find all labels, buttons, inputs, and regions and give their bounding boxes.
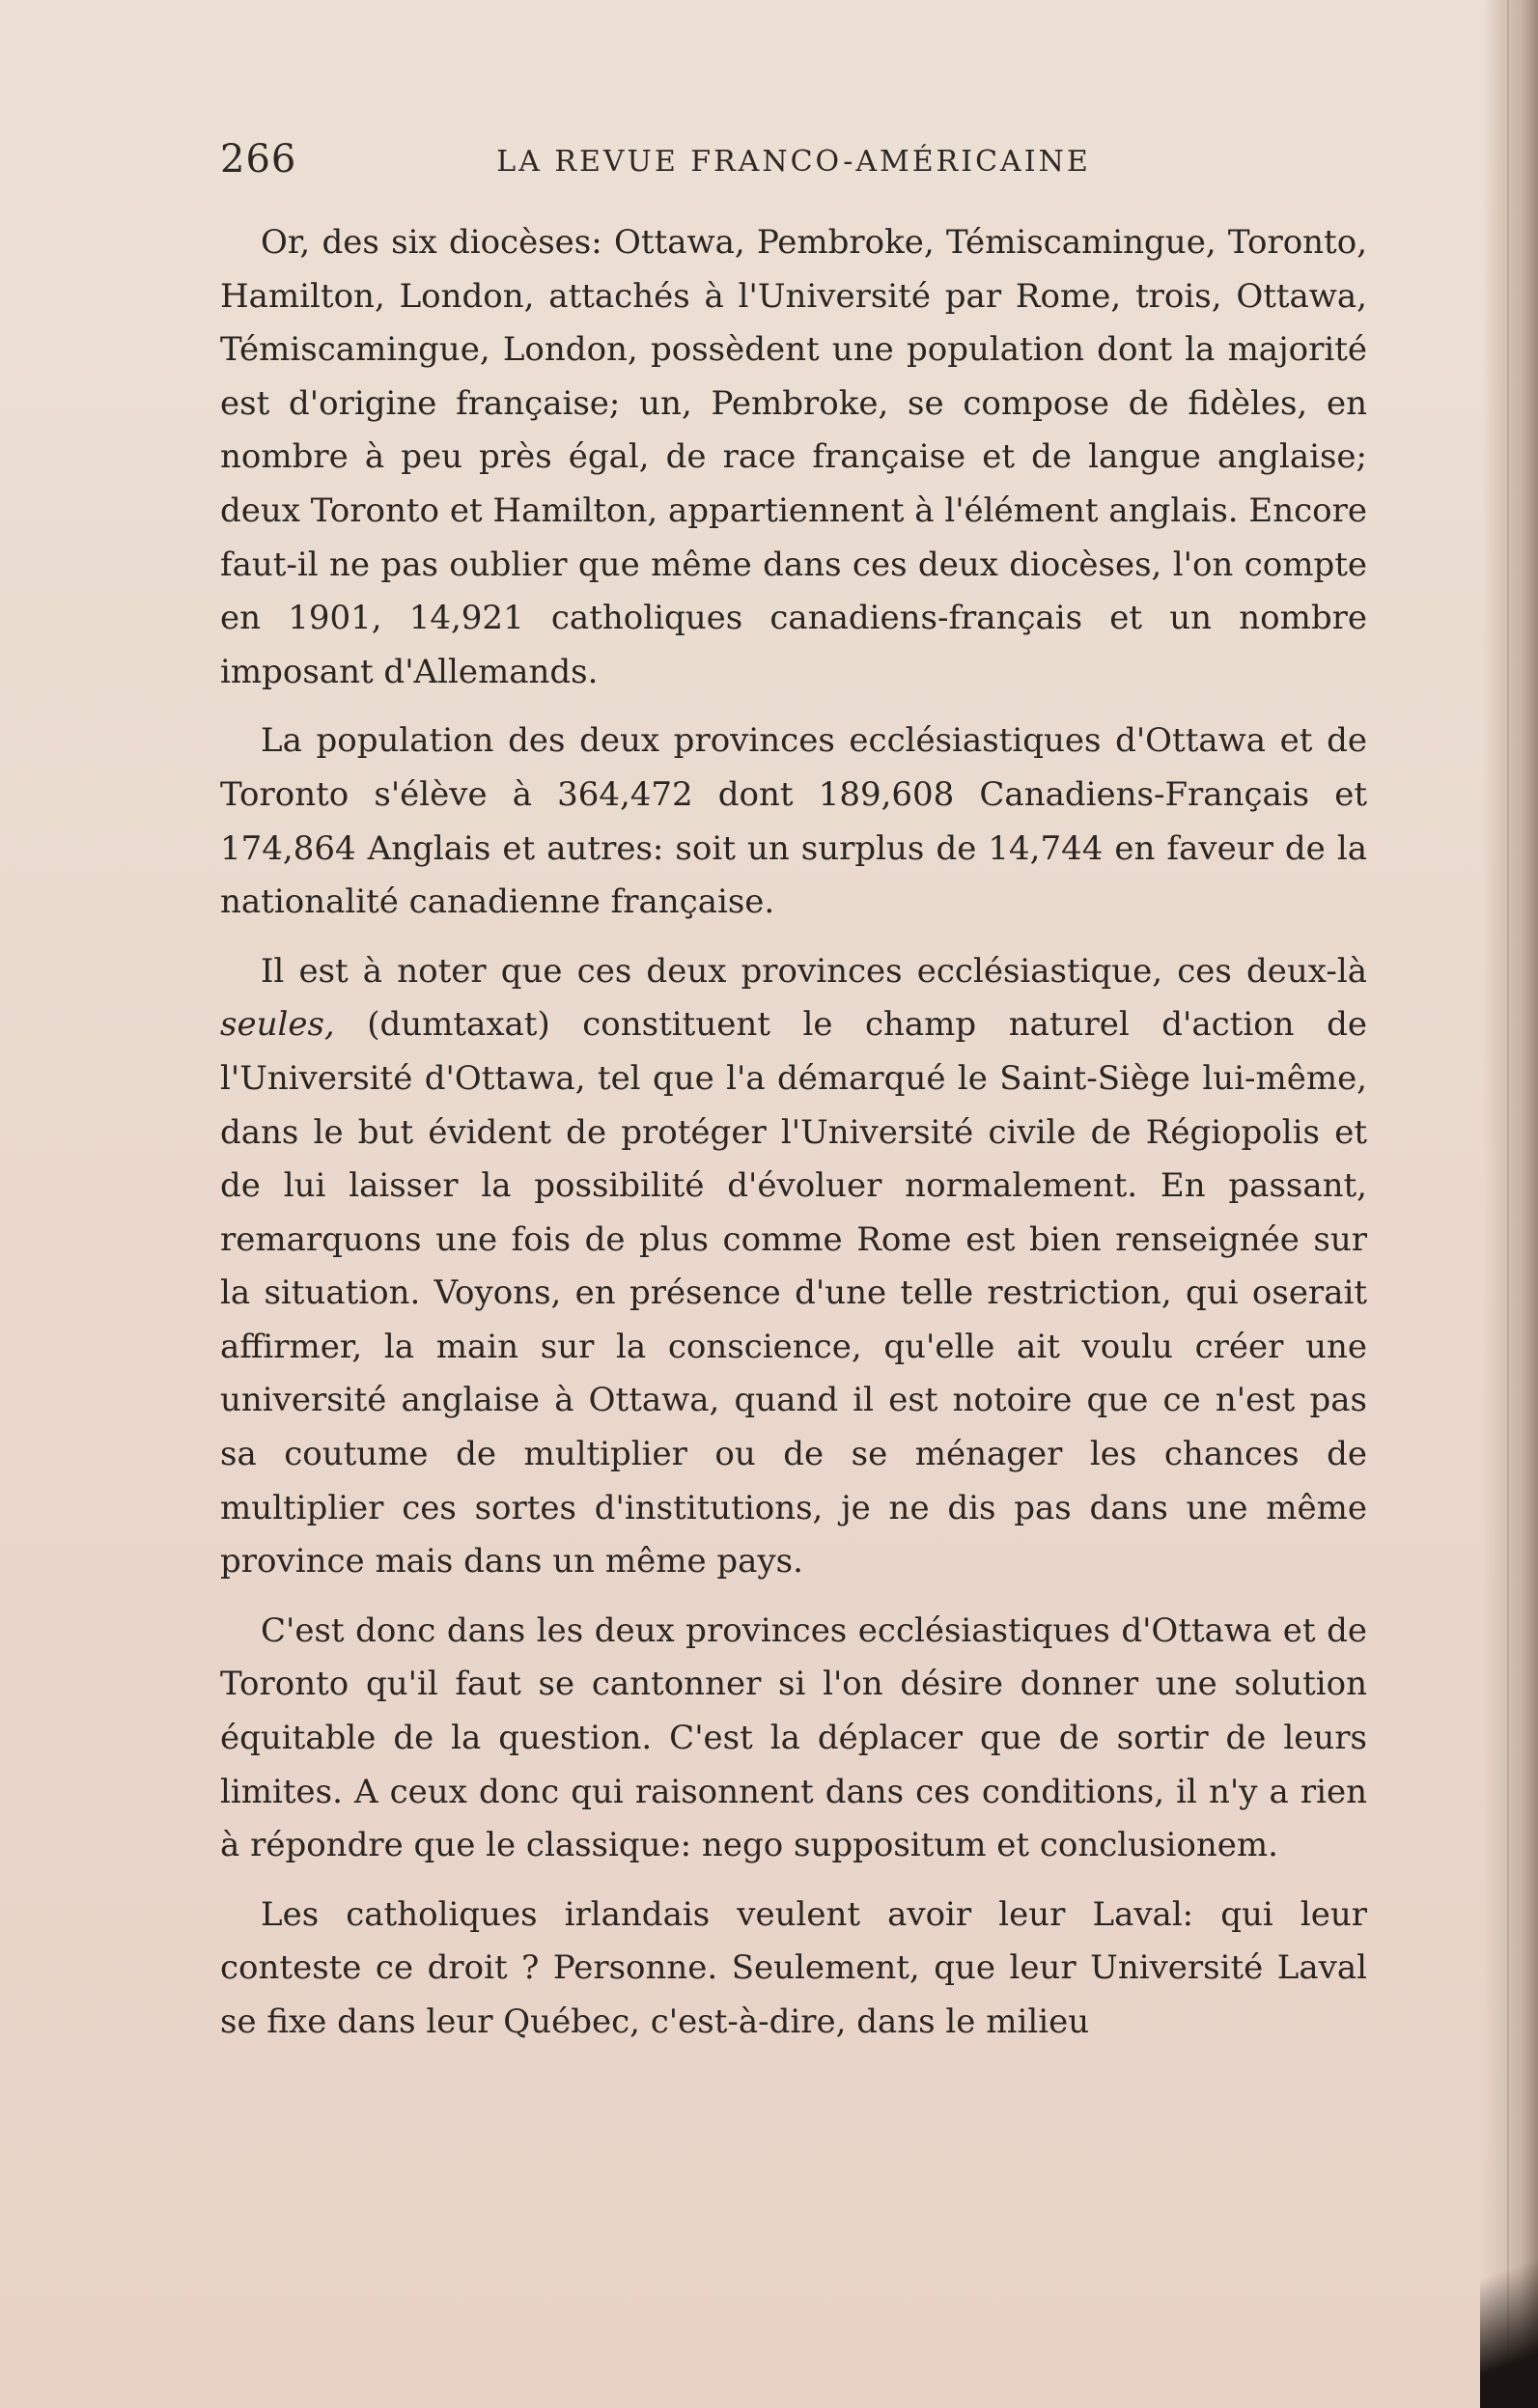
running-title: LA REVUE FRANCO-AMÉRICAINE [496,145,1091,179]
body-text [220,216,1367,2050]
paragraph-3-before: Il est à noter que ces deux provinces ecclésiastique, ces deux-là [261,951,1367,991]
paragraph-4: C'est donc dans les deux provinces ecclésiastiques d'Ottawa et de Toronto qu'il faut se cantonner si l'on désire donner une solution équitable de la question. C'est la déplacer que de sortir de leurs limites. A ceux donc qui raisonnent dans ces conditions, il n'y a rien à répondre que le classique: nego suppositum et conclusionem. [220,1610,1367,1865]
page-header [220,137,1367,195]
book-page [220,137,1367,2065]
page-number: 266 [220,137,297,182]
emphasis-seules: seules, [220,1005,335,1045]
paragraph-3 [220,945,1367,1589]
page-edge [1482,0,1538,2408]
paragraph-3-after: (dumtaxat) constituent le champ naturel d'action de l'Université d'Ottawa, tel que l'a démarqué le Saint-Siège lui-même, dans le but évident de protéger l'Université civile de Régiopolis et de lui laisser la possibilité d'évoluer normalement. En passant, remarquons une fois de plus comme Rome est bien renseignée sur la situation. Voyons, en présence d'une telle restriction, qui oserait affirmer, la main sur la conscience, qu'elle ait voulu créer une université anglaise à Ottawa, quand il est notoire que ce n'est pas sa coutume de multiplier ou de se ménager les chances de multiplier ces sortes d'institutions, je ne dis pas dans une même province mais dans un même pays. [220,1005,1367,1582]
binding-shadow [1480,2215,1538,2408]
paragraph-2: La population des deux provinces ecclésiastiques d'Ottawa et de Toronto s'élève à 364,472 dont 189,608 Canadiens-Français et 174,864 Anglais et autres: soit un surplus de 14,744 en faveur de la nationalité canadienne française. [220,721,1367,922]
page-edge-line [1507,0,1509,2408]
paragraph-1: Or, des six diocèses: Ottawa, Pembroke, Témiscamingue, Toronto, Hamilton, London, attachés à l'Université par Rome, trois, Ottawa, Témiscamingue, London, possèdent une population dont la majorité est d'origine française; un, Pembroke, se compose de fidèles, en nombre à peu près égal, de race française et de langue anglaise; deux Toronto et Hamilton, appartiennent à l'élément anglais. Encore faut-il ne pas oublier que même dans ces deux diocèses, l'on compte en 1901, 14,921 catholiques canadiens-français et un nombre imposant d'Allemands. [220,223,1368,691]
paragraph-5: Les catholiques irlandais veulent avoir leur Laval: qui leur conteste ce droit ? Personne. Seulement, que leur Université Laval se fixe dans leur Québec, c'est-à-dire, dans le milieu [220,1894,1367,2041]
